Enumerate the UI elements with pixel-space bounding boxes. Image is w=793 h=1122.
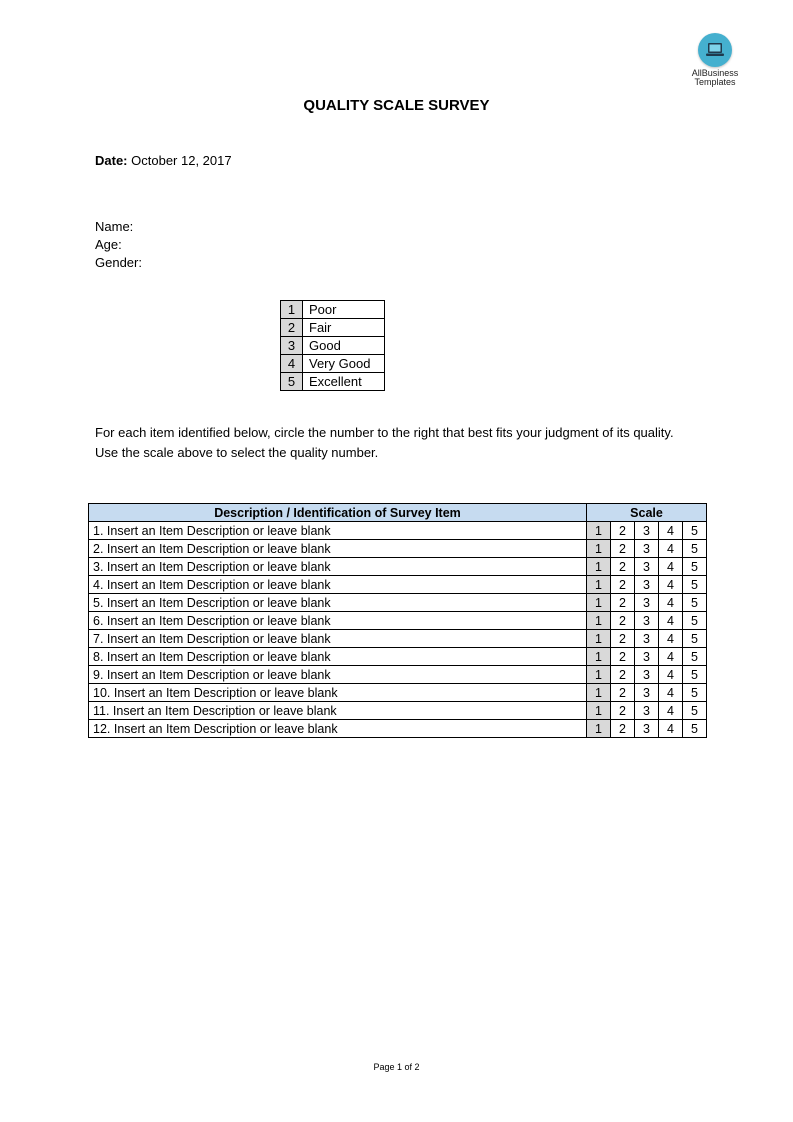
- scale-option-5[interactable]: 5: [683, 522, 707, 540]
- legend-label: Good: [303, 337, 385, 355]
- survey-row: [89, 594, 707, 612]
- laptop-icon: [698, 33, 732, 67]
- scale-option-4[interactable]: 4: [659, 630, 683, 648]
- scale-option-2[interactable]: 2: [611, 666, 635, 684]
- scale-option-3[interactable]: 3: [635, 630, 659, 648]
- item-description: 5. Insert an Item Description or leave blank: [89, 594, 587, 612]
- scale-option-1[interactable]: 1: [587, 612, 611, 630]
- survey-row: [89, 720, 707, 738]
- scale-option-1[interactable]: 1: [587, 540, 611, 558]
- survey-row: [89, 630, 707, 648]
- scale-option-1[interactable]: 1: [587, 558, 611, 576]
- scale-option-5[interactable]: 5: [683, 648, 707, 666]
- scale-option-3[interactable]: 3: [635, 702, 659, 720]
- scale-option-1[interactable]: 1: [587, 630, 611, 648]
- date-line: [95, 153, 232, 168]
- legend-number: 5: [281, 373, 303, 391]
- scale-option-2[interactable]: 2: [611, 648, 635, 666]
- scale-option-3[interactable]: 3: [635, 612, 659, 630]
- survey-row: [89, 684, 707, 702]
- legend-label: Excellent: [303, 373, 385, 391]
- survey-row: [89, 540, 707, 558]
- item-description: 6. Insert an Item Description or leave blank: [89, 612, 587, 630]
- scale-option-5[interactable]: 5: [683, 558, 707, 576]
- logo-line-2: Templates: [694, 77, 736, 87]
- scale-option-4[interactable]: 4: [659, 648, 683, 666]
- survey-row: [89, 576, 707, 594]
- scale-option-4[interactable]: 4: [659, 702, 683, 720]
- item-description: 11. Insert an Item Description or leave blank: [89, 702, 587, 720]
- scale-option-3[interactable]: 3: [635, 558, 659, 576]
- scale-option-4[interactable]: 4: [659, 720, 683, 738]
- scale-option-2[interactable]: 2: [611, 702, 635, 720]
- scale-option-5[interactable]: 5: [683, 594, 707, 612]
- legend-row: [281, 373, 385, 391]
- scale-option-1[interactable]: 1: [587, 648, 611, 666]
- legend-row: [281, 301, 385, 319]
- date-value: October 12, 2017: [131, 153, 232, 168]
- item-description: 8. Insert an Item Description or leave blank: [89, 648, 587, 666]
- item-description: 1. Insert an Item Description or leave blank: [89, 522, 587, 540]
- scale-option-4[interactable]: 4: [659, 558, 683, 576]
- respondent-fields: [95, 218, 142, 272]
- scale-option-4[interactable]: 4: [659, 522, 683, 540]
- instructions-text: For each item identified below, circle the number to the right that best fits your judgment of its quality. Use the scale above to select the quality number.: [95, 425, 674, 460]
- survey-row: [89, 648, 707, 666]
- gender-label: Gender:: [95, 255, 142, 270]
- scale-header: Scale: [587, 504, 707, 522]
- scale-option-3[interactable]: 3: [635, 648, 659, 666]
- item-description: 3. Insert an Item Description or leave blank: [89, 558, 587, 576]
- date-label: Date:: [95, 153, 128, 168]
- scale-option-3[interactable]: 3: [635, 684, 659, 702]
- scale-option-5[interactable]: 5: [683, 576, 707, 594]
- survey-row: [89, 522, 707, 540]
- survey-header-row: [89, 504, 707, 522]
- scale-option-2[interactable]: 2: [611, 540, 635, 558]
- scale-option-3[interactable]: 3: [635, 522, 659, 540]
- scale-option-4[interactable]: 4: [659, 666, 683, 684]
- page-footer: Page 1 of 2: [373, 1062, 420, 1072]
- scale-option-2[interactable]: 2: [611, 630, 635, 648]
- company-logo: [686, 33, 744, 87]
- scale-option-4[interactable]: 4: [659, 576, 683, 594]
- item-description: 9. Insert an Item Description or leave blank: [89, 666, 587, 684]
- scale-option-1[interactable]: 1: [587, 522, 611, 540]
- item-description: 4. Insert an Item Description or leave blank: [89, 576, 587, 594]
- scale-option-1[interactable]: 1: [587, 576, 611, 594]
- legend-number: 4: [281, 355, 303, 373]
- scale-option-3[interactable]: 3: [635, 666, 659, 684]
- scale-option-3[interactable]: 3: [635, 540, 659, 558]
- scale-option-2[interactable]: 2: [611, 684, 635, 702]
- scale-option-5[interactable]: 5: [683, 702, 707, 720]
- age-label: Age:: [95, 237, 122, 252]
- scale-option-5[interactable]: 5: [683, 720, 707, 738]
- description-header: Description / Identification of Survey Item: [89, 504, 587, 522]
- legend-row: [281, 355, 385, 373]
- survey-row: [89, 612, 707, 630]
- scale-option-5[interactable]: 5: [683, 684, 707, 702]
- scale-option-3[interactable]: 3: [635, 576, 659, 594]
- item-description: 7. Insert an Item Description or leave blank: [89, 630, 587, 648]
- legend-label: Poor: [303, 301, 385, 319]
- scale-option-1[interactable]: 1: [587, 684, 611, 702]
- survey-row: [89, 666, 707, 684]
- item-description: 10. Insert an Item Description or leave blank: [89, 684, 587, 702]
- legend-label: Very Good: [303, 355, 385, 373]
- scale-option-5[interactable]: 5: [683, 540, 707, 558]
- legend-row: [281, 337, 385, 355]
- legend-number: 3: [281, 337, 303, 355]
- scale-option-5[interactable]: 5: [683, 612, 707, 630]
- survey-row: [89, 702, 707, 720]
- item-description: 12. Insert an Item Description or leave blank: [89, 720, 587, 738]
- legend-number: 2: [281, 319, 303, 337]
- scale-option-2[interactable]: 2: [611, 594, 635, 612]
- scale-option-2[interactable]: 2: [611, 720, 635, 738]
- logo-text: [686, 69, 744, 87]
- scale-option-1[interactable]: 1: [587, 594, 611, 612]
- scale-legend-table: [280, 300, 385, 391]
- survey-row: [89, 558, 707, 576]
- legend-number: 1: [281, 301, 303, 319]
- scale-option-1[interactable]: 1: [587, 720, 611, 738]
- legend-row: [281, 319, 385, 337]
- item-description: 2. Insert an Item Description or leave blank: [89, 540, 587, 558]
- scale-option-3[interactable]: 3: [635, 594, 659, 612]
- scale-option-2[interactable]: 2: [611, 522, 635, 540]
- scale-option-5[interactable]: 5: [683, 630, 707, 648]
- scale-option-2[interactable]: 2: [611, 576, 635, 594]
- scale-option-4[interactable]: 4: [659, 540, 683, 558]
- name-label: Name:: [95, 219, 134, 234]
- survey-table: [88, 503, 707, 738]
- scale-option-1[interactable]: 1: [587, 702, 611, 720]
- scale-option-2[interactable]: 2: [611, 612, 635, 630]
- scale-option-4[interactable]: 4: [659, 612, 683, 630]
- page-title: QUALITY SCALE SURVEY: [303, 97, 490, 114]
- scale-option-4[interactable]: 4: [659, 594, 683, 612]
- scale-option-1[interactable]: 1: [587, 666, 611, 684]
- scale-option-2[interactable]: 2: [611, 558, 635, 576]
- scale-option-4[interactable]: 4: [659, 684, 683, 702]
- logo-line-1: AllBusiness: [691, 68, 739, 78]
- legend-label: Fair: [303, 319, 385, 337]
- scale-option-3[interactable]: 3: [635, 720, 659, 738]
- scale-option-5[interactable]: 5: [683, 666, 707, 684]
